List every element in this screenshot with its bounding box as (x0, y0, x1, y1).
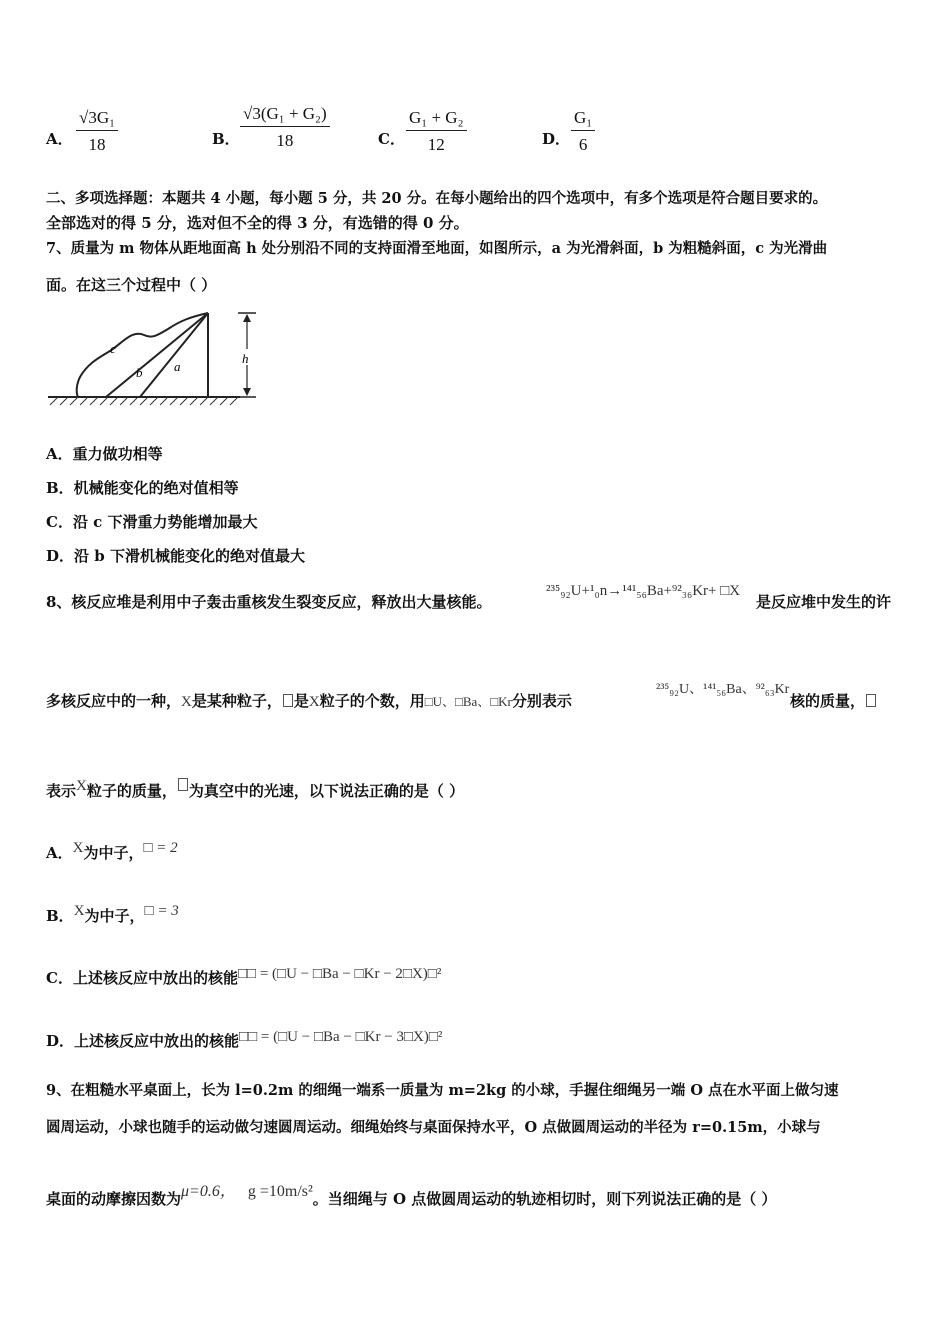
q6-option-c-fraction (406, 108, 467, 155)
x-symbol: X (76, 778, 87, 794)
q8-option-b-text: 为中子， (84, 907, 145, 925)
q6-option-b-denominator: 18 (276, 131, 294, 150)
q6-option-a-fraction (76, 108, 118, 155)
label-b: b (136, 365, 143, 380)
q9-stem-line3 (46, 1178, 777, 1209)
label-h: h (242, 351, 249, 366)
q9-g-value: g =10m/s² (247, 1183, 313, 1200)
section2-instruction-line1: 二、多项选择题：本题共 4 小题，每小题 5 分，共 20 分。在每小题给出的四个选项中，有多个选项是符合题目要求的。 (46, 190, 828, 207)
q8-line2-end: 核的质量， (790, 692, 866, 710)
q6-option-a-numerator: √3G₁ (76, 108, 118, 131)
q7-option-a[interactable]: A．重力做功相等 (46, 445, 163, 463)
q6-option-b-letter[interactable]: B． (212, 130, 240, 148)
q6-option-d-numerator: G₁ (571, 108, 595, 131)
q8-option-d-equation: □□ = (□U − □Ba − □Kr − 3□X)□² (239, 1029, 443, 1045)
q6-option-d-fraction (571, 108, 595, 155)
q8-stem-line2-end (790, 690, 877, 711)
x-symbol: X (181, 694, 192, 710)
ground-hatching (50, 397, 238, 405)
h-arrow-head-bottom (243, 388, 251, 396)
q8-option-a-equation: □ = 2 (143, 840, 178, 856)
q8-option-a-text: 为中子， (83, 844, 144, 862)
missing-symbol-box (283, 694, 293, 707)
q8-line2-mid4: 分别表示 (511, 692, 572, 710)
q8-line2-mid1: 是某种粒子， (191, 692, 282, 710)
q6-option-d-denominator: 6 (578, 135, 588, 154)
q8-option-a-letter: A． (46, 844, 73, 862)
slope-b (106, 313, 208, 397)
q6-option-a-letter[interactable]: A． (46, 130, 73, 148)
q6-option-c-denominator: 12 (427, 135, 445, 154)
q8-mass-symbols: □U、□Ba、□Kr (424, 694, 512, 709)
x-symbol: X (73, 903, 85, 919)
label-c: c (110, 341, 116, 356)
q8-line2-start: 多核反应中的一种， (46, 692, 182, 710)
q6-option-d-letter[interactable]: D． (542, 130, 571, 148)
q6-option-a-denominator: 18 (88, 135, 106, 154)
q7-figure (40, 305, 270, 415)
q8-reaction-equation: ²³⁵₉₂U+¹₀n→¹⁴¹₅₆Ba+⁹²₃₆Kr+ □X (546, 583, 741, 599)
q8-line3-end: 为真空中的光速，以下说法正确的是（ ） (188, 782, 465, 800)
q9-line3-start: 桌面的动摩擦因数为 (46, 1190, 182, 1208)
q8-option-c-text: C．上述核反应中放出的核能 (46, 969, 238, 987)
label-a: a (174, 359, 181, 374)
q8-option-b[interactable] (46, 903, 179, 926)
q9-stem-line2: 圆周运动，小球也随手的运动做匀速圆周运动。细绳始终与桌面保持水平，O 点做圆周运动的半径为 r=0.15m，小球与 (46, 1119, 821, 1136)
q8-stem-line3 (46, 778, 464, 801)
q8-option-b-equation: □ = 3 (144, 903, 179, 919)
q8-line2-mid2: 是 (293, 692, 309, 710)
q6-option-c-numerator: G₁ + G₂ (406, 108, 467, 131)
q7-option-b[interactable]: B．机械能变化的绝对值相等 (46, 479, 239, 497)
q8-line3-start: 表示 (46, 782, 77, 800)
q8-stem-line2 (46, 690, 572, 711)
curve-c (77, 313, 208, 397)
q8-option-b-letter: B． (46, 907, 74, 925)
missing-symbol-box (866, 694, 876, 707)
q8-option-c[interactable] (46, 966, 441, 988)
q7-option-c[interactable]: C．沿 c 下滑重力势能增加最大 (46, 513, 258, 531)
q8-stem-line1-end: 是反应堆中发生的许 (756, 593, 892, 611)
q8-option-c-equation: □□ = (□U − □Ba − □Kr − 2□X)□² (237, 966, 442, 982)
h-arrow-head-top (243, 314, 251, 322)
missing-symbol-box (178, 778, 188, 791)
q8-option-d-text: D．上述核反应中放出的核能 (46, 1032, 240, 1050)
section2-instruction-line2: 全部选对的得 5 分，选对但不全的得 3 分，有选错的得 0 分。 (46, 214, 469, 232)
q8-option-d[interactable] (46, 1029, 442, 1051)
x-symbol: X (72, 840, 84, 856)
x-symbol: X (308, 694, 320, 710)
q7-option-d[interactable]: D．沿 b 下滑机械能变化的绝对值最大 (46, 547, 305, 565)
q9-stem-line1: 9、在粗糙水平桌面上，长为 l=0.2m 的细绳一端系一质量为 m=2kg 的小球，手握住细绳另一端 O 点在水平面上做匀速 (46, 1082, 839, 1099)
q9-line3-end: 。当细绳与 O 点做圆周运动的轨迹相切时，则下列说法正确的是（ ） (312, 1190, 777, 1208)
q6-option-b-numerator: √3(G₁ + G₂) (240, 104, 330, 127)
q6-option-c-letter[interactable]: C． (378, 130, 405, 148)
q8-option-a[interactable] (46, 840, 178, 863)
q7-stem-line2: 面。在这三个过程中（ ） (46, 276, 217, 294)
q8-nuclide-symbols: ²³⁵₉₂U、¹⁴¹₅₆Ba、⁹²₆₃Kr (656, 682, 790, 697)
q8-stem-line1-start: 8、核反应堆是利用中子轰击重核发生裂变反应，释放出大量核能。 (46, 593, 492, 611)
q9-mu-value: μ=0.6， (181, 1183, 236, 1200)
q6-option-b-fraction (240, 104, 330, 151)
q8-line3-mid: 粒子的质量， (86, 782, 177, 800)
q8-line2-mid3: 粒子的个数，用 (319, 692, 425, 710)
q7-stem-line1: 7、质量为 m 物体从距地面高 h 处分别沿不同的支持面滑至地面，如图所示，a 为光滑斜面，b 为粗糙斜面，c 为光滑曲 (46, 240, 828, 257)
